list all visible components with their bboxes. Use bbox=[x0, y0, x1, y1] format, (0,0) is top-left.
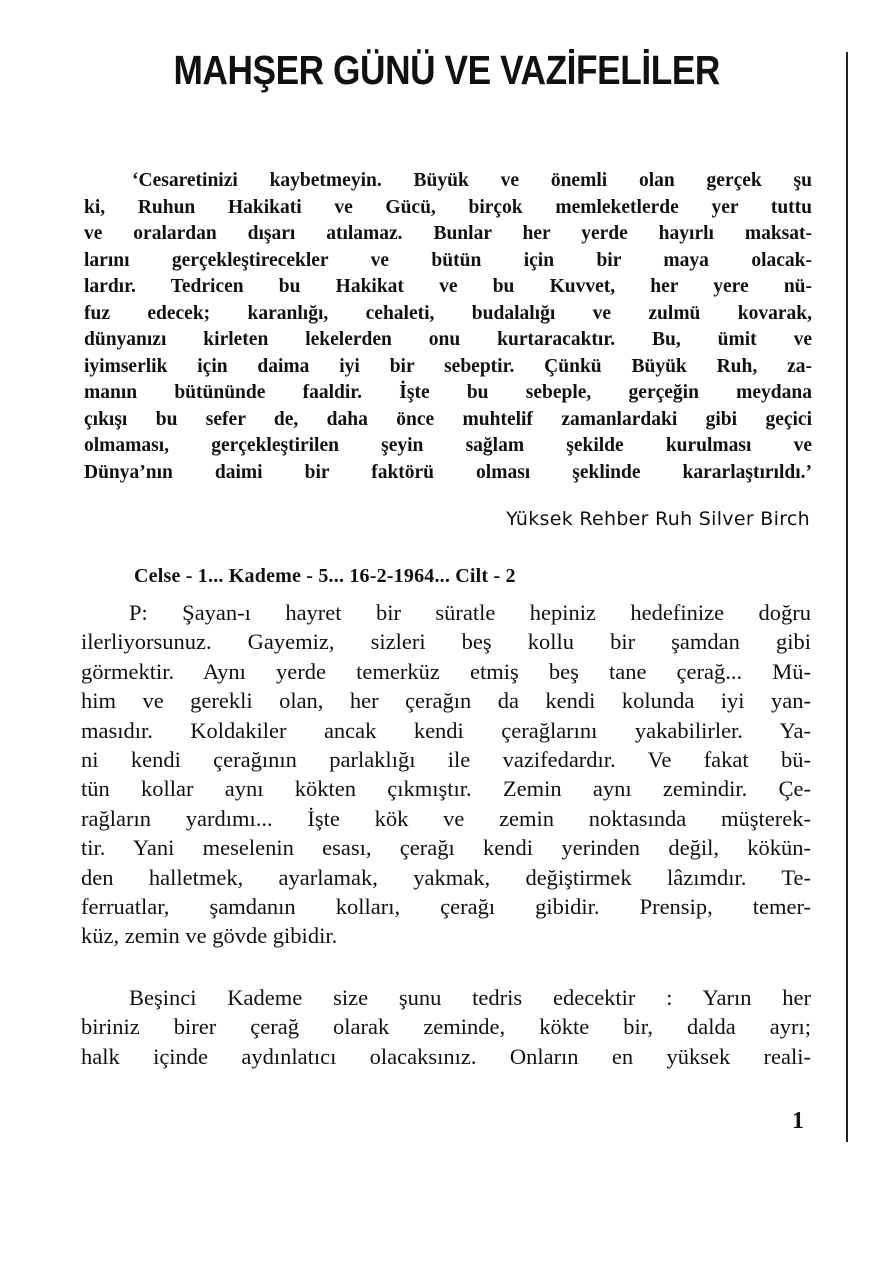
quote-line: olmaması, gerçekleştirilen şeyin sağlam şekilde kurulması ve bbox=[84, 435, 812, 456]
paragraph-line: küz, zemin ve gövde gibidir. bbox=[81, 923, 338, 949]
paragraph-line: biriniz birer çerağ olarak zeminde, kökte bir, dalda ayrı; bbox=[81, 1014, 811, 1040]
paragraph-line: ilerliyorsunuz. Gayemiz, sizleri beş kollu bir şamdan gibi bbox=[81, 629, 811, 655]
paragraph-line: tün kollar aynı kökten çıkmıştır. Zemin aynı zemindir. Çe- bbox=[81, 776, 811, 802]
page-margin-rule bbox=[846, 52, 848, 1142]
quote-line: larını gerçekleştirecekler ve bütün için bir maya olacak- bbox=[84, 249, 812, 271]
page-number: 1 bbox=[792, 1108, 804, 1134]
paragraph-line: rağların yardımı... İşte kök ve zemin noktasında müşterek- bbox=[81, 805, 811, 831]
paragraph-line: ferruatlar, şamdanın kolları, çerağı gibidir. Prensip, temer- bbox=[81, 894, 811, 920]
quote-attribution: Yüksek Rehber Ruh Silver Birch bbox=[506, 508, 810, 530]
paragraph-line: him ve gerekli olan, her çerağın da kendi kolunda iyi yan- bbox=[81, 688, 811, 714]
session-header: Celse - 1... Kademe - 5... 16-2-1964... Cilt - 2 bbox=[134, 565, 516, 587]
paragraph-line: görmektir. Aynı yerde temerküz etmiş beş tane çerağ... Mü- bbox=[81, 658, 811, 684]
paragraph-line: den halletmek, ayarlamak, yakmak, değiştirmek lâzımdır. Te- bbox=[81, 864, 811, 890]
paragraph-line: tir. Yani meselenin esası, çerağı kendi yerinden değil, kökün- bbox=[81, 835, 811, 861]
page-title: MAHŞER GÜNÜ VE VAZİFELİLER bbox=[173, 47, 720, 93]
paragraph-line: halk içinde aydınlatıcı olacaksınız. Onların en yüksek reali- bbox=[81, 1043, 811, 1069]
quote-line: manın bütününde faaldir. İşte bu sebeple, gerçeğin meydana bbox=[84, 382, 812, 403]
body-paragraph bbox=[81, 598, 811, 951]
quote-line: fuz edecek; karanlığı, cehaleti, budalalığı ve zulmü kovarak, bbox=[84, 302, 812, 324]
quote-line: Dünya’nın daimi bir faktörü olması şeklinde kararlaştırıldı.’ bbox=[84, 461, 812, 483]
paragraph-line: Beşinci Kademe size şunu tedris edecektir : Yarın her bbox=[129, 985, 811, 1010]
paragraph-line: P: Şayan-ı hayret bir süratle hepiniz hedefinize doğru bbox=[129, 600, 811, 625]
paragraph-line: ni kendi çerağının parlaklığı ile vazifedardır. Ve fakat bü- bbox=[81, 747, 811, 773]
body-paragraph bbox=[81, 983, 811, 1071]
quote-line: lardır. Tedricen bu Hakikat ve bu Kuvvet, her yere nü- bbox=[84, 276, 812, 297]
epigraph-quote bbox=[84, 168, 812, 486]
quote-line: iyimserlik için daima iyi bir sebeptir. Çünkü Büyük Ruh, za- bbox=[84, 355, 812, 377]
quote-line: dünyanızı kirleten lekelerden onu kurtaracaktır. Bu, ümit ve bbox=[84, 329, 812, 350]
quote-line: ve oralardan dışarı atılamaz. Bunlar her yerde hayırlı maksat- bbox=[84, 223, 812, 244]
quote-line: ki, Ruhun Hakikati ve Gücü, birçok memleketlerde yer tuttu bbox=[84, 196, 812, 218]
quote-line: ‘Cesaretinizi kaybetmeyin. Büyük ve önemli olan gerçek şu bbox=[132, 170, 812, 191]
quote-line: çıkışı bu sefer de, daha önce muhtelif zamanlardaki gibi geçici bbox=[84, 408, 812, 430]
paragraph-line: masıdır. Koldakiler ancak kendi çerağlarını yakabilirler. Ya- bbox=[81, 717, 811, 743]
